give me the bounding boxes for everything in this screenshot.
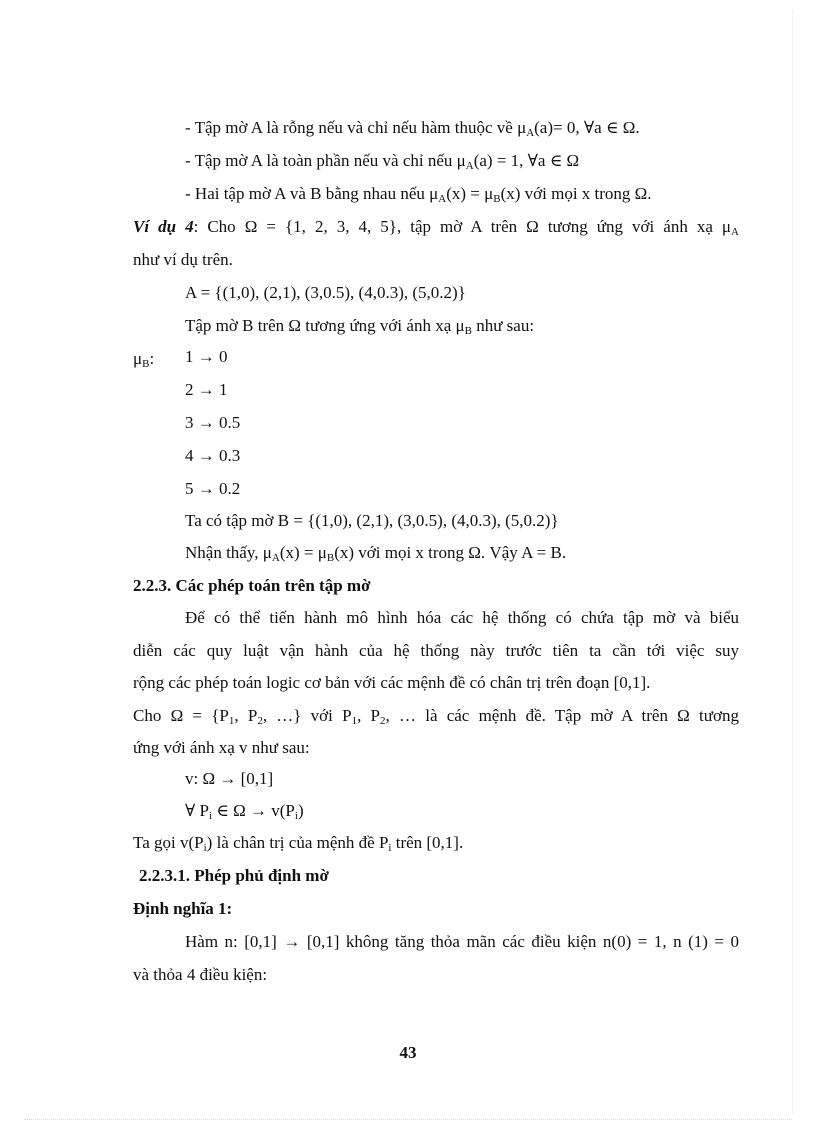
mapping-item: 4 → 0.3	[185, 446, 241, 465]
text-line: - Tập mờ A là toàn phần nếu và chỉ nếu $\mu_A(a) = 1$, ∀a ∈ Ω	[185, 151, 580, 172]
paragraph-line: diễn các quy luật vận hành của hệ thống này trước tiên ta cần tới việc suy	[133, 641, 739, 660]
page-number: 43	[399, 1043, 417, 1062]
section-heading: 2.2.3. Các phép toán trên tập mờ	[133, 576, 371, 595]
example-label: Ví dụ 4	[133, 217, 194, 236]
paragraph-line: Hàm n: [0,1] → [0,1] không tăng thỏa mãn các điều kiện n(0) = 1, n (1) = 0	[185, 932, 739, 951]
mapping-item: 1 → 0	[185, 347, 228, 366]
paragraph-line: Để có thể tiến hành mô hình hóa các hệ thống có chứa tập mờ và biểu	[185, 608, 739, 627]
paragraph-line: rộng các phép toán logic cơ bản với các mệnh đề có chân trị trên đoạn [0,1].	[133, 673, 651, 692]
text-line: như ví dụ trên.	[133, 250, 233, 269]
page-border-bottom	[24, 1119, 792, 1120]
formula-line: v: Ω → [0,1]	[185, 769, 274, 788]
text-line: - Tập mờ A là rỗng nếu và chỉ nếu hàm thuộc về $\mu_A(a)= 0$, ∀a ∈ Ω.	[185, 118, 640, 139]
text-line: Tập mờ B trên Ω tương ứng với ánh xạ $\mu_B$ như sau:	[185, 316, 535, 337]
paragraph-line: Cho $\Omega = \{P_1$, $P_2$, …} với $P_1$, $P_2$, … là các mệnh đề. Tập mờ A trên Ω tương	[133, 706, 739, 727]
subsection-heading: 2.2.3.1. Phép phủ định mờ	[139, 866, 329, 885]
mapping-label: $\mu_B$:	[133, 349, 155, 370]
set-a-definition: A = {(1,0), (2,1), (3,0.5), (4,0.3), (5,0.2)}	[185, 283, 466, 302]
definition-heading: Định nghĩa 1:	[133, 899, 233, 918]
mapping-item: 3 → 0.5	[185, 413, 241, 432]
set-b-definition: Ta có tập mờ B = {(1,0), (2,1), (3,0.5), (4,0.3), (5,0.2)}	[185, 511, 559, 530]
paragraph-line: ứng với ánh xạ v như sau:	[133, 738, 310, 757]
page-border-right	[792, 10, 793, 1113]
formula-line: ∀ $P_i$ ∈ $\Omega \to v(P_i)$	[185, 801, 304, 822]
mapping-item: 5 → 0.2	[185, 479, 241, 498]
text-line: Nhận thấy, $\mu_A(x) = \mu_B(x)$ với mọi x trong Ω. Vậy A = B.	[185, 543, 567, 564]
paragraph-line: và thỏa 4 điều kiện:	[133, 965, 268, 984]
paragraph-line: Ta gọi $v(P_i)$ là chân trị của mệnh đề $P_i$ trên [0,1].	[133, 833, 464, 854]
example-heading-line: Ví dụ 4: Cho Ω = {1, 2, 3, 4, 5}, tập mờ A trên Ω tương ứng với ánh xạ $\mu_A$	[133, 217, 739, 238]
text-line: - Hai tập mờ A và B bằng nhau nếu $\mu_A(x) = \mu_B(x)$ với mọi x trong Ω.	[185, 184, 652, 205]
mapping-item: 2 → 1	[185, 380, 228, 399]
